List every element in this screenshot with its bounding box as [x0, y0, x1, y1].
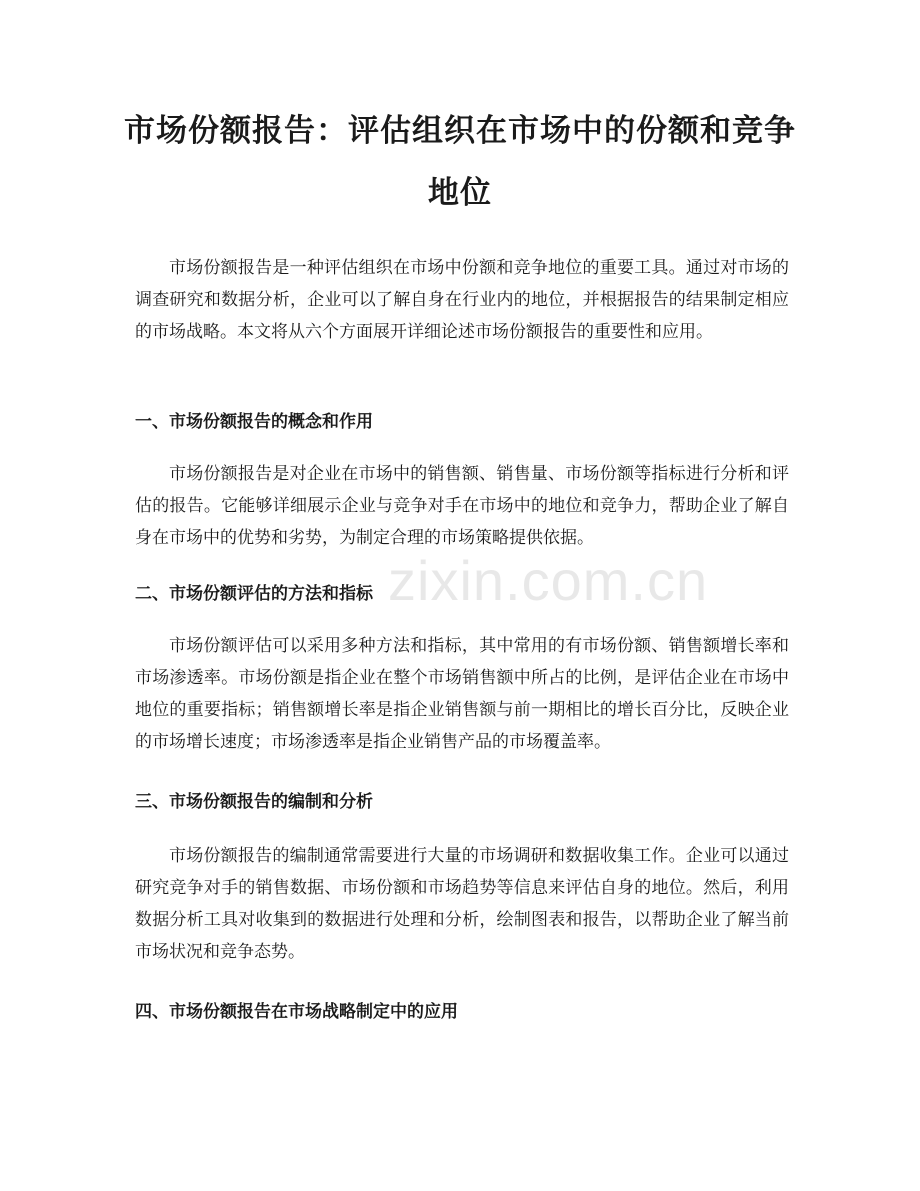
- section-3-body: 市场份额报告的编制通常需要进行大量的市场调研和数据收集工作。企业可以通过研究竞争对手的销售数据、市场份额和市场趋势等信息来评估自身的地位。然后，利用数据分析工具对收集到的数据进行处理和分析，绘制图表和报告，以帮助企业了解当前市场状况和竞争态势。: [135, 846, 789, 962]
- section-1-heading: 一、市场份额报告的概念和作用: [135, 412, 373, 432]
- section-1-body: 市场份额报告是对企业在市场中的销售额、销售量、市场份额等指标进行分析和评估的报告。它能够详细展示企业与竞争对手在市场中的地位和竞争力，帮助企业了解自身在市场中的优势和劣势，为制定合理的市场策略提供依据。: [135, 464, 789, 548]
- intro-paragraph: 市场份额报告是一种评估组织在市场中份额和竞争地位的重要工具。通过对市场的调查研究和数据分析，企业可以了解自身在行业内的地位，并根据报告的结果制定相应的市场战略。本文将从六个方面展开详细论述市场份额报告的重要性和应用。: [135, 258, 789, 342]
- section-4-heading: 四、市场份额报告在市场战略制定中的应用: [135, 1002, 458, 1022]
- section-2-body: 市场份额评估可以采用多种方法和指标，其中常用的有市场份额、销售额增长率和市场渗透率。市场份额是指企业在整个市场销售额中所占的比例，是评估企业在市场中地位的重要指标；销售额增长率是指企业销售额与前一期相比的增长百分比，反映企业的市场增长速度；市场渗透率是指企业销售产品的市场覆盖率。: [135, 636, 789, 752]
- watermark-text: zixin.com.cn: [388, 549, 709, 612]
- section-3-heading: 三、市场份额报告的编制和分析: [135, 792, 373, 812]
- document-title: 市场份额报告：评估组织在市场中的份额和竞争地位: [124, 113, 796, 211]
- section-2-heading: 二、市场份额评估的方法和指标: [135, 584, 373, 604]
